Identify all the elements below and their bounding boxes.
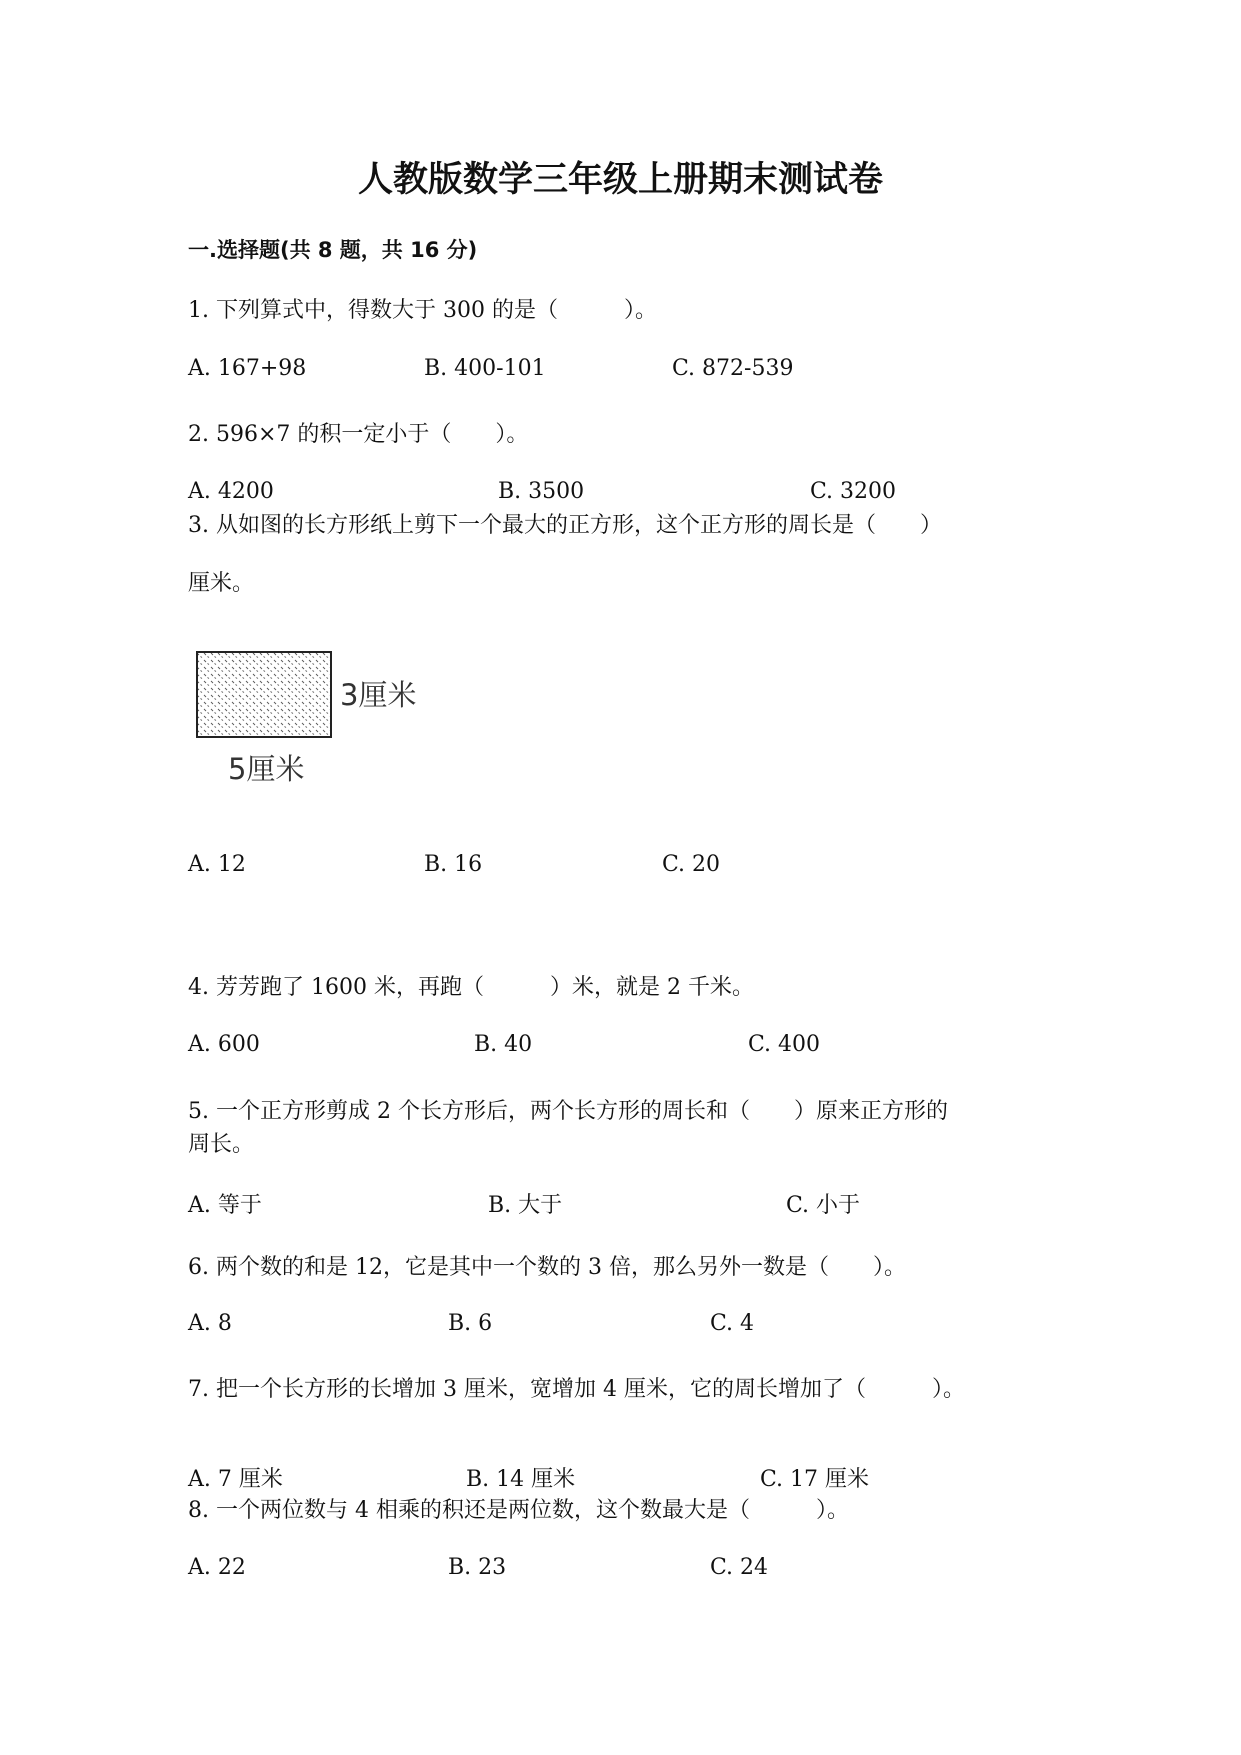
option-6a: A. 8 (188, 1311, 232, 1336)
option-3c: C. 20 (662, 852, 721, 877)
question-7: 7. 把一个长方形的长增加 3 厘米，宽增加 4 厘米，它的周长增加了（ ）。 (188, 1377, 965, 1402)
width-label: 5厘米 (228, 752, 305, 786)
option-8b: B. 23 (448, 1555, 507, 1580)
option-6b: B. 6 (448, 1311, 493, 1336)
question-3: 3. 从如图的长方形纸上剪下一个最大的正方形，这个正方形的周长是（ ） (188, 513, 942, 538)
option-1c: C. 872-539 (672, 356, 794, 381)
question-5-line2: 周长。 (188, 1132, 255, 1157)
option-2c: C. 3200 (810, 479, 897, 504)
question-5: 5. 一个正方形剪成 2 个长方形后，两个长方形的周长和（ ）原来正方形的 (188, 1099, 948, 1124)
question-4: 4. 芳芳跑了 1600 米，再跑（ ）米，就是 2 千米。 (188, 975, 754, 1000)
question-2: 2. 596×7 的积一定小于（ ）。 (188, 422, 529, 447)
option-4a: A. 600 (188, 1032, 260, 1057)
option-7b: B. 14 厘米 (466, 1467, 576, 1492)
page-title: 人教版数学三年级上册期末测试卷 (357, 160, 883, 200)
question-8: 8. 一个两位数与 4 相乘的积还是两位数，这个数最大是（ ）。 (188, 1498, 849, 1523)
option-5c: C. 小于 (786, 1193, 861, 1218)
section-heading: 一.选择题(共 8 题，共 16 分) (188, 238, 478, 262)
option-1b: B. 400-101 (424, 356, 546, 381)
option-6c: C. 4 (710, 1311, 755, 1336)
option-8a: A. 22 (188, 1555, 246, 1580)
option-3a: A. 12 (188, 852, 246, 877)
option-7c: C. 17 厘米 (760, 1467, 870, 1492)
option-5b: B. 大于 (488, 1193, 563, 1218)
option-1a: A. 167+98 (188, 356, 307, 381)
dotted-rectangle (196, 651, 336, 741)
option-3b: B. 16 (424, 852, 483, 877)
height-label: 3厘米 (340, 678, 417, 712)
option-2a: A. 4200 (188, 479, 274, 504)
option-4c: C. 400 (748, 1032, 821, 1057)
option-7a: A. 7 厘米 (188, 1467, 283, 1492)
option-4b: B. 40 (474, 1032, 533, 1057)
option-2b: B. 3500 (498, 479, 585, 504)
question-6: 6. 两个数的和是 12，它是其中一个数的 3 倍，那么另外一数是（ ）。 (188, 1255, 906, 1280)
option-8c: C. 24 (710, 1555, 769, 1580)
question-1: 1. 下列算式中，得数大于 300 的是（ ）。 (188, 298, 657, 323)
question-3-line2: 厘米。 (188, 571, 255, 596)
rectangle-figure (190, 645, 450, 795)
option-5a: A. 等于 (188, 1193, 262, 1218)
